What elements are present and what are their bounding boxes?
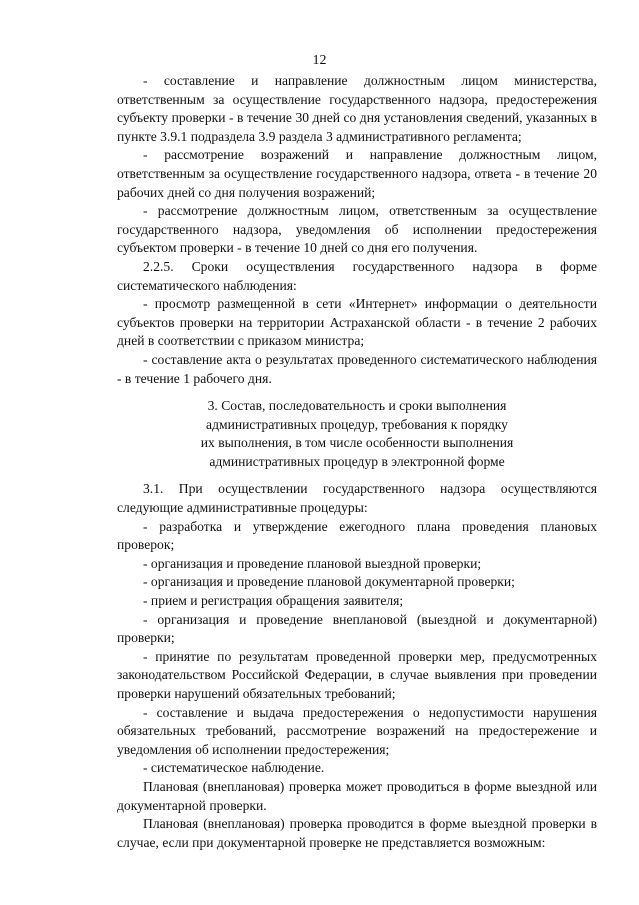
section-heading-line: административных процедур, требования к порядку — [206, 416, 508, 432]
paragraph: - принятие по результатам проведенной проверки мер, предусмотренных законодательством Российской Федерации, в случае выявления при проведении проверки нарушений обязательных требований; — [117, 648, 597, 701]
paragraph: - прием и регистрация обращения заявителя; — [143, 593, 404, 609]
paragraph: Плановая (внеплановая) проверка может проводиться в форме выездной или документарной проверки. — [117, 778, 597, 813]
paragraph: - составление акта о результатах проведенного систематического наблюдения - в течение 1 рабочего дня. — [117, 351, 597, 386]
paragraph: - организация и проведение плановой документарной проверки; — [143, 574, 515, 590]
paragraph: Плановая (внеплановая) проверка проводится в форме выездной проверки в случае, если при документарной проверке не представляется возможным: — [117, 816, 597, 850]
section-heading-line: административных процедур в электронной форме — [209, 453, 505, 469]
paragraph: - рассмотрение возражений и направление должностным лицом, ответственным за осуществление государственного надзора, ответа - в течение 20 рабочих дней со дня получения возражений; — [117, 147, 597, 200]
section-heading-line: их выполнения, в том числе особенности выполнения — [200, 435, 514, 451]
page-number: 12 — [312, 53, 327, 68]
paragraph: 3.1. При осуществлении государственного надзора осуществляются следующие административные процедуры: — [117, 481, 597, 516]
paragraph: - просмотр размещенной в сети «Интернет» информации о деятельности субъектов проверки на территории Астраханской области - в течение 2 рабочих дней в соответствии с приказом министра; — [117, 296, 597, 349]
paragraph: - систематическое наблюдение. — [143, 760, 325, 776]
paragraph: - составление и направление должностным лицом министерства, ответственным за осуществление государственного надзора, предостережения субъекту проверки - в течение 30 дней со дня установления сведений, указанных в пункте 3.9.1 подраздела 3.9 раздела 3 административного регламента; — [117, 73, 597, 144]
section-heading — [117, 397, 597, 471]
document-body — [117, 72, 597, 852]
paragraph: 2.2.5. Сроки осуществления государственного надзора в форме систематического наблюдения: — [117, 258, 597, 293]
paragraph: - организация и проведение плановой выездной проверки; — [143, 555, 482, 571]
paragraph: - разработка и утверждение ежегодного плана проведения плановых проверок; — [117, 518, 597, 553]
paragraph: - рассмотрение должностным лицом, ответственным за осуществление государственного надзора, уведомления об исполнении предостережения субъектом проверки - в течение 10 дней со дня его получения. — [117, 203, 597, 256]
paragraph: - составление и выдача предостережения о недопустимости нарушения обязательных требований, рассмотрение возражений на предостережение и уведомления об исполнении предостережения; — [117, 704, 597, 757]
paragraph: - организация и проведение внеплановой (выездной и документарной) проверки; — [117, 611, 597, 646]
section-heading-line: 3. Состав, последовательность и сроки выполнения — [207, 398, 507, 414]
